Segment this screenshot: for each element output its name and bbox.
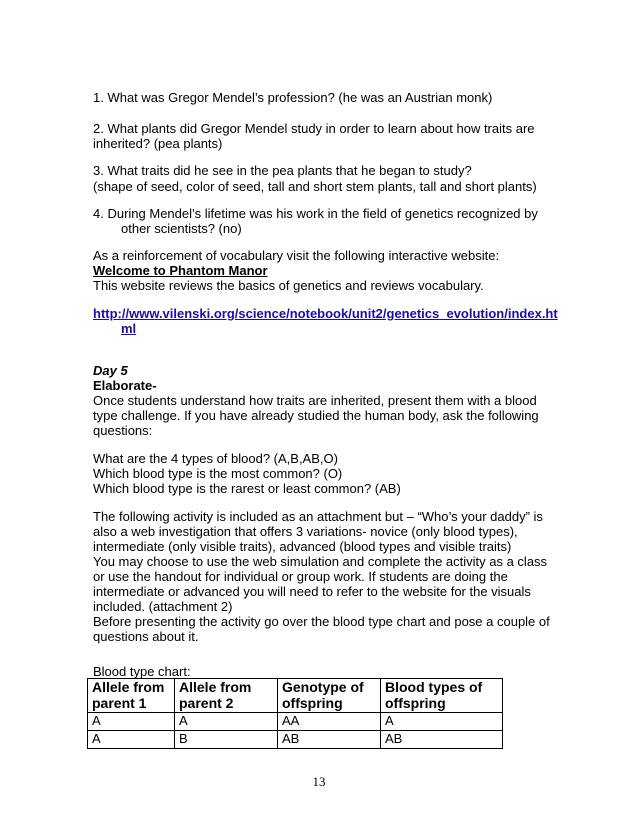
website-description: This website reviews the basics of genetics and reviews vocabulary. (93, 278, 484, 293)
question-1: 1. What was Gregor Mendel’s profession? (he was an Austrian monk) (93, 90, 493, 105)
paragraph-2-line-8: Before presenting the activity go over the blood type chart and pose a couple of (93, 614, 550, 629)
table-cell: A (381, 713, 503, 731)
table-row (88, 731, 503, 749)
table-row (88, 713, 503, 731)
table-cell: AB (278, 731, 381, 749)
header-text: Allele from (179, 679, 252, 695)
paragraph-2-line-1: The following activity is included as an attachment but – “Who’s your daddy” is (93, 509, 543, 524)
blood-type-table (87, 678, 503, 749)
question-2-line-2: inherited? (pea plants) (93, 136, 223, 151)
header-cell (278, 679, 381, 713)
website-url-line-2[interactable]: ml (121, 321, 137, 336)
question-4-line-1: 4. During Mendel’s lifetime was his work in the field of genetics recognized by (93, 206, 538, 221)
blood-question-3: Which blood type is the rarest or least common? (AB) (93, 481, 401, 496)
blood-question-2: Which blood type is the most common? (O) (93, 466, 343, 481)
header-text: offspring (282, 695, 343, 711)
paragraph-2-line-4: You may choose to use the web simulation and complete the activity as a class (93, 554, 548, 569)
table-cell: B (175, 731, 278, 749)
question-2-line-1: 2. What plants did Gregor Mendel study in order to learn about how traits are (93, 121, 535, 136)
header-cell (175, 679, 278, 713)
table-cell: A (88, 731, 175, 749)
day-heading: Day 5 (93, 363, 128, 378)
website-url-line-1[interactable]: http://www.vilenski.org/science/notebook/unit2/genetics_evolution/index.ht (93, 306, 558, 321)
paragraph-1-line-3: questions: (93, 423, 153, 438)
elaborate-heading: Elaborate- (93, 378, 157, 393)
question-4-line-2: other scientists? (no) (121, 221, 242, 236)
paragraph-2-line-2: also a web investigation that offers 3 variations- novice (only blood types), (93, 524, 518, 539)
header-text: parent 2 (179, 695, 234, 711)
question-3-line-2: (shape of seed, color of seed, tall and short stem plants, tall and short plants) (93, 179, 537, 194)
paragraph-2-line-9: questions about it. (93, 629, 199, 644)
table-cell: A (175, 713, 278, 731)
header-text: Allele from (92, 679, 165, 695)
paragraph-1-line-1: Once students understand how traits are inherited, present them with a blood (93, 393, 537, 408)
question-3-line-1: 3. What traits did he see in the pea plants that he began to study? (93, 163, 472, 178)
header-text: Genotype of (282, 679, 364, 695)
reinforcement-text: As a reinforcement of vocabulary visit the following interactive website: (93, 248, 500, 263)
header-cell (381, 679, 503, 713)
header-cell (88, 679, 175, 713)
website-title[interactable]: Welcome to Phantom Manor (93, 263, 268, 278)
table-cell: A (88, 713, 175, 731)
paragraph-2-line-5: or use the handout for individual or group work. If students are doing the (93, 569, 508, 584)
table-cell: AA (278, 713, 381, 731)
paragraph-2-line-3: intermediate (only visible traits), advanced (blood types and visible traits) (93, 539, 512, 554)
header-text: parent 1 (92, 695, 147, 711)
table-header-row (88, 679, 503, 713)
blood-question-1: What are the 4 types of blood? (A,B,AB,O) (93, 451, 338, 466)
chart-label: Blood type chart: (93, 664, 191, 679)
paragraph-2-line-7: included. (attachment 2) (93, 599, 233, 614)
paragraph-2-line-6: intermediate or advanced you will need to refer to the website for the visuals (93, 584, 531, 599)
page-number: 13 (312, 774, 326, 789)
header-text: offspring (385, 695, 446, 711)
header-text: Blood types of (385, 679, 483, 695)
table-cell: AB (381, 731, 503, 749)
paragraph-1-line-2: type challenge. If you have already studied the human body, ask the following (93, 408, 539, 423)
